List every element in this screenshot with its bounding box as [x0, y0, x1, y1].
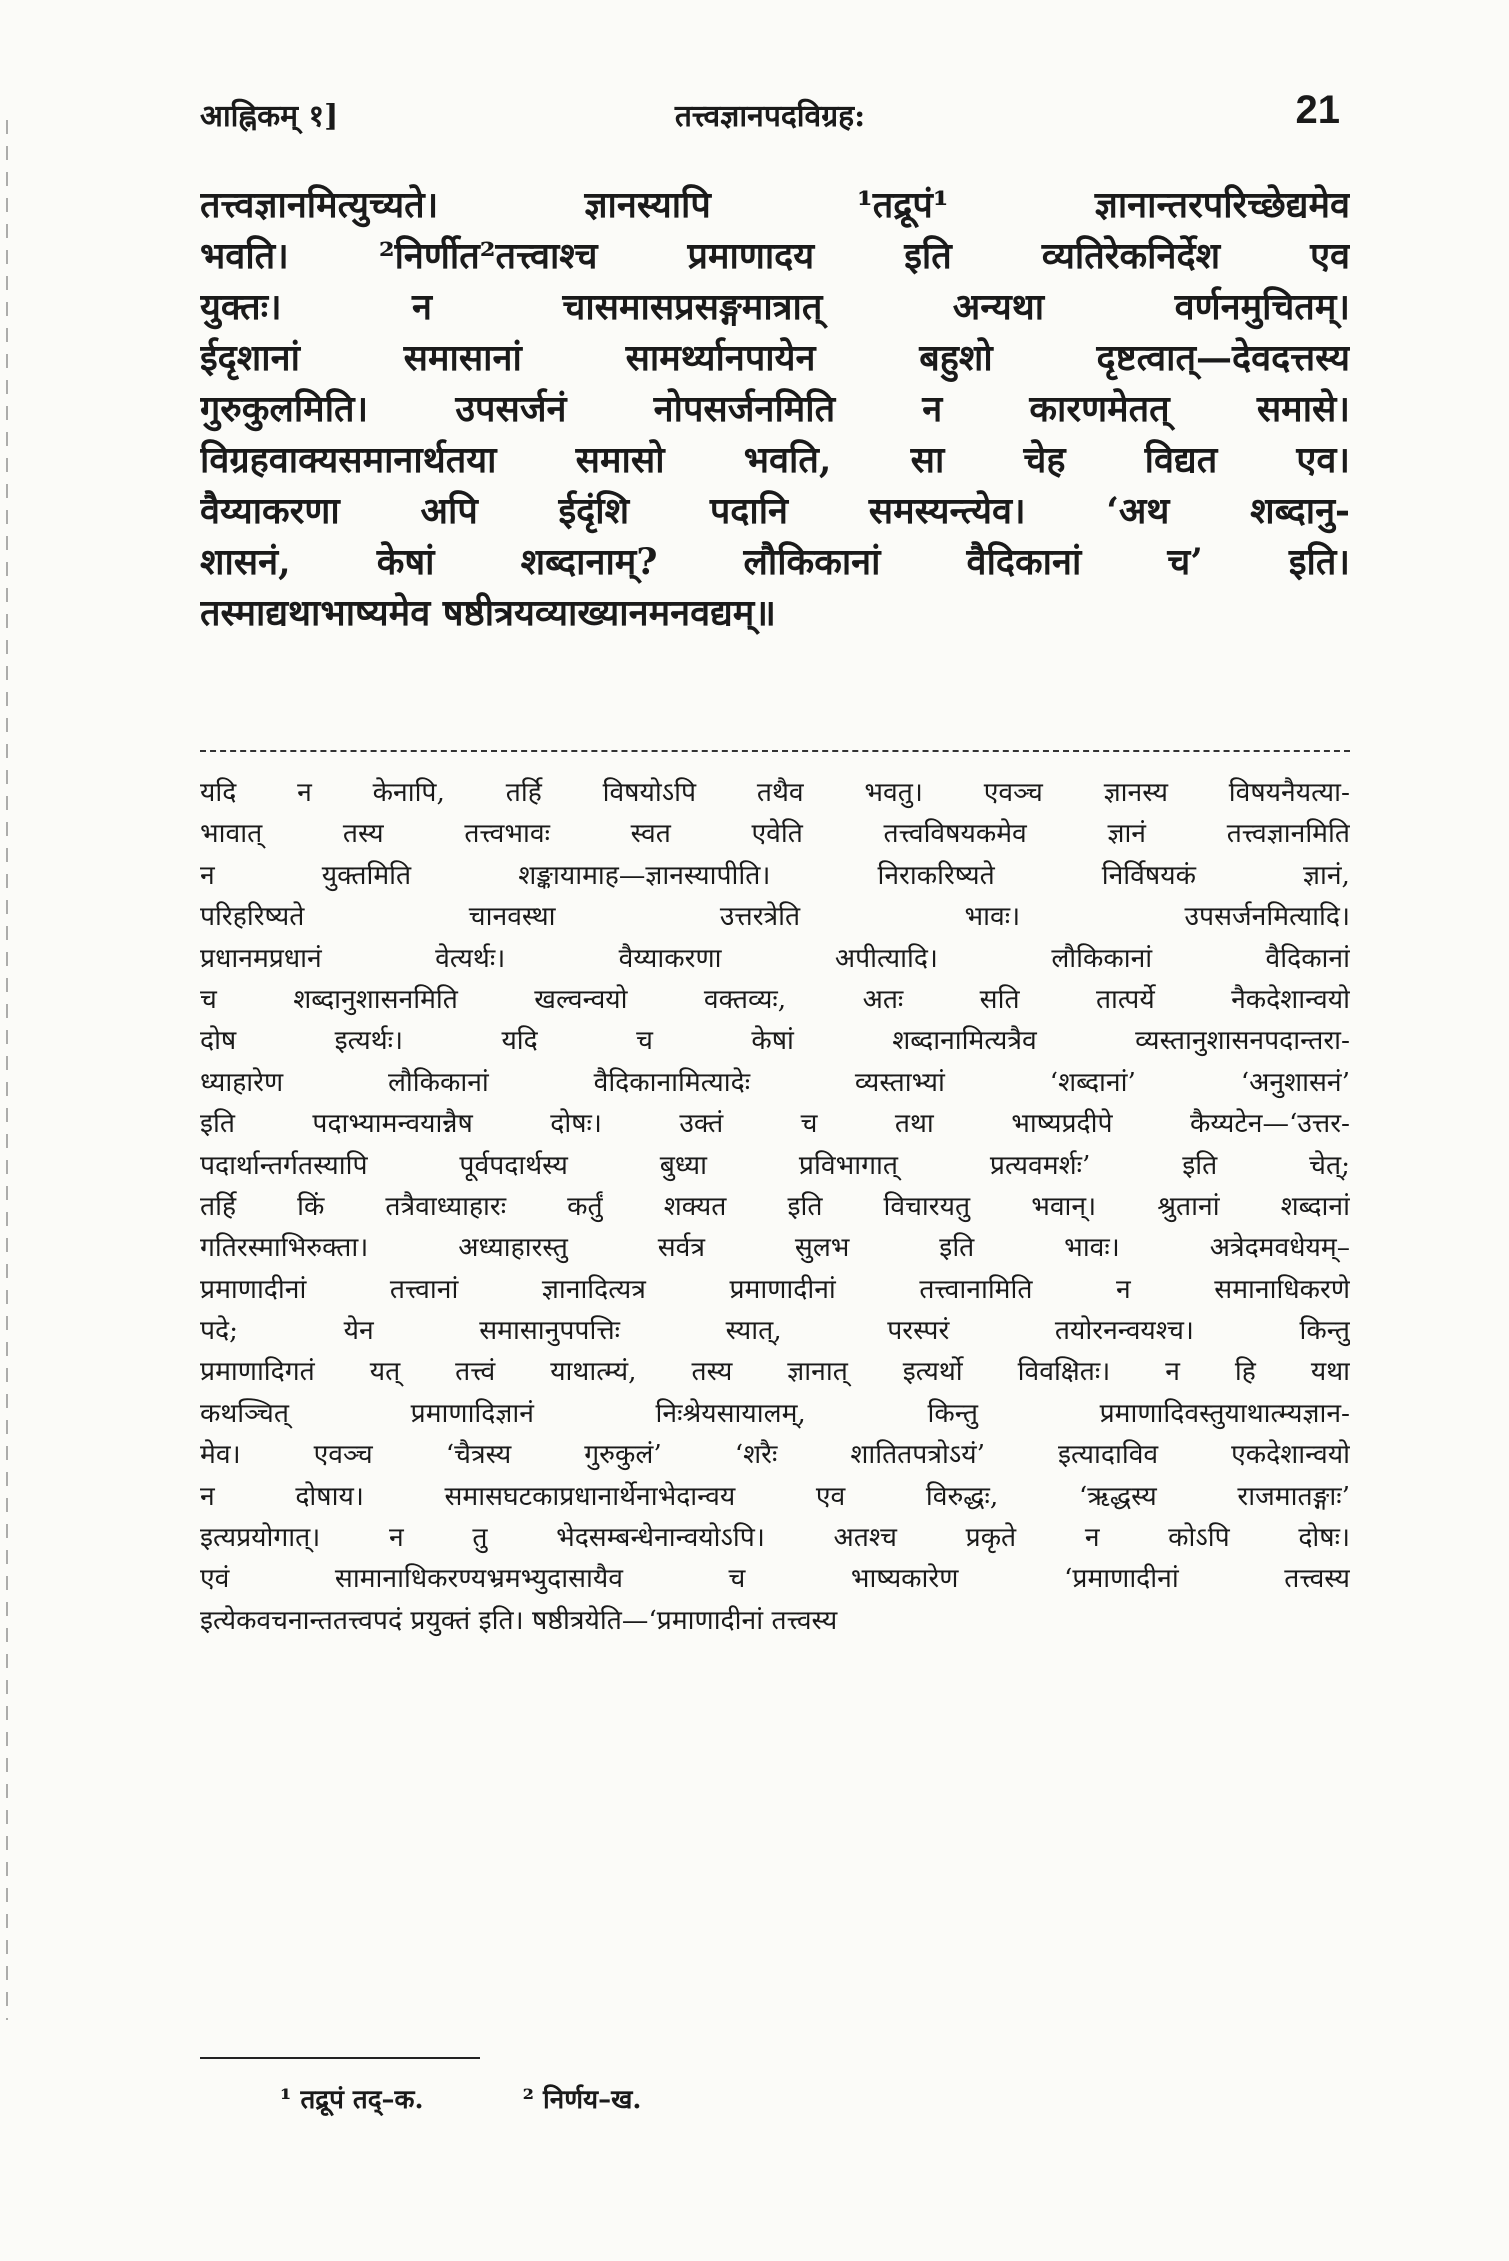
commentary-block — [200, 772, 1350, 1641]
commentary-line: न दोषाय। समासघटकाप्रधानार्थेनाभेदान्वय एव विरुद्धः, ‘ऋद्धस्य राजमातङ्गाः’ — [200, 1480, 1350, 1512]
page-edge-border — [6, 120, 8, 2020]
main-text-line: विग्रहवाक्यसमानार्थतया समासो भवति, सा चेह विद्यत एव। — [200, 439, 1350, 481]
commentary-line: मेव। एवञ्च ‘चैत्रस्य गुरुकुलं’ ‘शरैः शातितपत्रोऽयं’ इत्यादाविव एकदेशान्वयो — [200, 1439, 1350, 1471]
commentary-line: इत्येकवचनान्ततत्त्वपदं प्रयुक्तं इति। षष्ठीत्रयेति—‘प्रमाणादीनां तत्त्वस्य — [200, 1604, 838, 1636]
main-text-line: शासनं, केषां शब्दानाम्? लौकिकानां वैदिकानां च’ इति। — [200, 541, 1350, 583]
section-divider — [200, 750, 1350, 752]
commentary-line: परिहरिष्यते चानवस्था उत्तरत्रेति भावः। उपसर्जनमित्यादि। — [200, 901, 1350, 933]
commentary-line: कथञ्चित् प्रमाणादिज्ञानं निःश्रेयसायालम्, किन्तु प्रमाणादिवस्तुयाथात्म्यज्ञान- — [200, 1397, 1350, 1429]
commentary-line: प्रमाणादिगतं यत् तत्त्वं याथात्म्यं, तस्य ज्ञानात् इत्यर्थो विवक्षितः। न हि यथा — [200, 1356, 1350, 1388]
main-text-line: तत्त्वज्ञानमित्युच्यते। ज्ञानस्यापि ¹तद्रूपं¹ ज्ञानान्तरपरिच्छेद्यमेव — [200, 184, 1350, 226]
footnote-2: ² निर्णय–ख. — [522, 2085, 642, 2115]
commentary-line: पदार्थान्तर्गतस्यापि पूर्वपदार्थस्य बुध्या प्रविभागात् प्रत्यवमर्शः’ इति चेत्; — [200, 1149, 1350, 1181]
main-text-line: वैय्याकरणा अपि ईदृंशि पदानि समस्यन्त्येव। ‘अथ शब्दानु- — [200, 490, 1350, 532]
commentary-line: ध्याहारेण लौकिकानां वैदिकानामित्यादेः व्यस्ताभ्यां ‘शब्दानां’ ‘अनुशासनं’ — [200, 1066, 1350, 1098]
commentary-line: एवं सामानाधिकरण्यभ्रमभ्युदासायैव च भाष्यकारेण ‘प्रमाणादीनां तत्त्वस्य — [200, 1563, 1350, 1595]
commentary-line: इति पदाभ्यामन्वयान्नैष दोषः। उक्तं च तथा भाष्यप्रदीपे कैय्यटेन—‘उत्तर- — [200, 1108, 1350, 1140]
commentary-line: च शब्दानुशासनमिति खल्वन्वयो वक्तव्यः, अतः सति तात्पर्ये नैकदेशान्वयो — [200, 983, 1350, 1015]
commentary-line: गतिरस्माभिरुक्ता। अध्याहारस्तु सर्वत्र सुलभ इति भावः। अत्रेदमवधेयम्– — [200, 1232, 1350, 1264]
footnote-rule — [200, 2057, 480, 2059]
footnotes — [280, 2080, 980, 2124]
main-text-line: गुरुकुलमिति। उपसर्जनं नोपसर्जनमिति न कारणमेतत् समासे। — [200, 388, 1350, 430]
commentary-line: यदि न केनापि, तर्हि विषयोऽपि तथैव भवतु। एवञ्च ज्ञानस्य विषयनैयत्या- — [200, 777, 1350, 808]
commentary-line: दोष इत्यर्थः। यदि च केषां शब्दानामित्यत्रैव व्यस्तानुशासनपदान्तरा- — [200, 1025, 1350, 1057]
commentary-line: पदे; येन समासानुपपत्तिः स्यात्, परस्परं तयोरनन्वयश्च। किन्तु — [200, 1315, 1350, 1347]
commentary-line: प्रधानमप्रधानं वेत्यर्थः। वैय्याकरणा अपीत्यादि। लौकिकानां वैदिकानां — [200, 942, 1350, 974]
main-text-block — [200, 180, 1350, 639]
main-text-line: तस्माद्यथाभाष्यमेव षष्ठीत्रयव्याख्यानमनवद्यम्॥ — [200, 592, 776, 634]
main-text-line: भवति। ²निर्णीत²तत्त्वाश्च प्रमाणादय इति व्यतिरेकनिर्देश एव — [200, 235, 1350, 277]
main-text-line: युक्तः। न चासमासप्रसङ्गमात्रात् अन्यथा वर्णनमुचितम्। — [200, 286, 1350, 328]
commentary-line: भावात् तस्य तत्त्वभावः स्वत एवेति तत्त्वविषयकमेव ज्ञानं तत्त्वज्ञानमिति — [200, 818, 1350, 850]
main-text-line: ईदृशानां समासानां सामर्थ्यानपायेन बहुशो दृष्टत्वात्—देवदत्तस्य — [200, 337, 1350, 379]
page-number: 21 — [1295, 88, 1340, 132]
header-title: तत्त्वज्ञानपदविग्रह: — [674, 99, 866, 134]
commentary-line: प्रमाणादीनां तत्त्वानां ज्ञानादित्यत्र प्रमाणादीनां तत्त्वानामिति न समानाधिकरणे — [200, 1273, 1350, 1305]
commentary-line: इत्यप्रयोगात्। न तु भेदसम्बन्धेनान्वयोऽपि। अतश्च प्रकृते न कोऽपि दोषः। — [200, 1522, 1350, 1554]
commentary-line: तर्हि किं तत्रैवाध्याहारः कर्तुं शक्यत इति विचारयतु भवान्। श्रुतानां शब्दानां — [200, 1190, 1350, 1222]
commentary-line: न युक्तमिति शङ्कायामाह—ज्ञानस्यापीति। निराकरिष्यते निर्विषयकं ज्ञानं, — [200, 859, 1350, 891]
chapter-label: आह्निकम् १] — [200, 99, 339, 134]
footnote-1: ¹ तद्रूपं तद्–क. — [280, 2085, 424, 2115]
running-header — [200, 88, 1340, 148]
